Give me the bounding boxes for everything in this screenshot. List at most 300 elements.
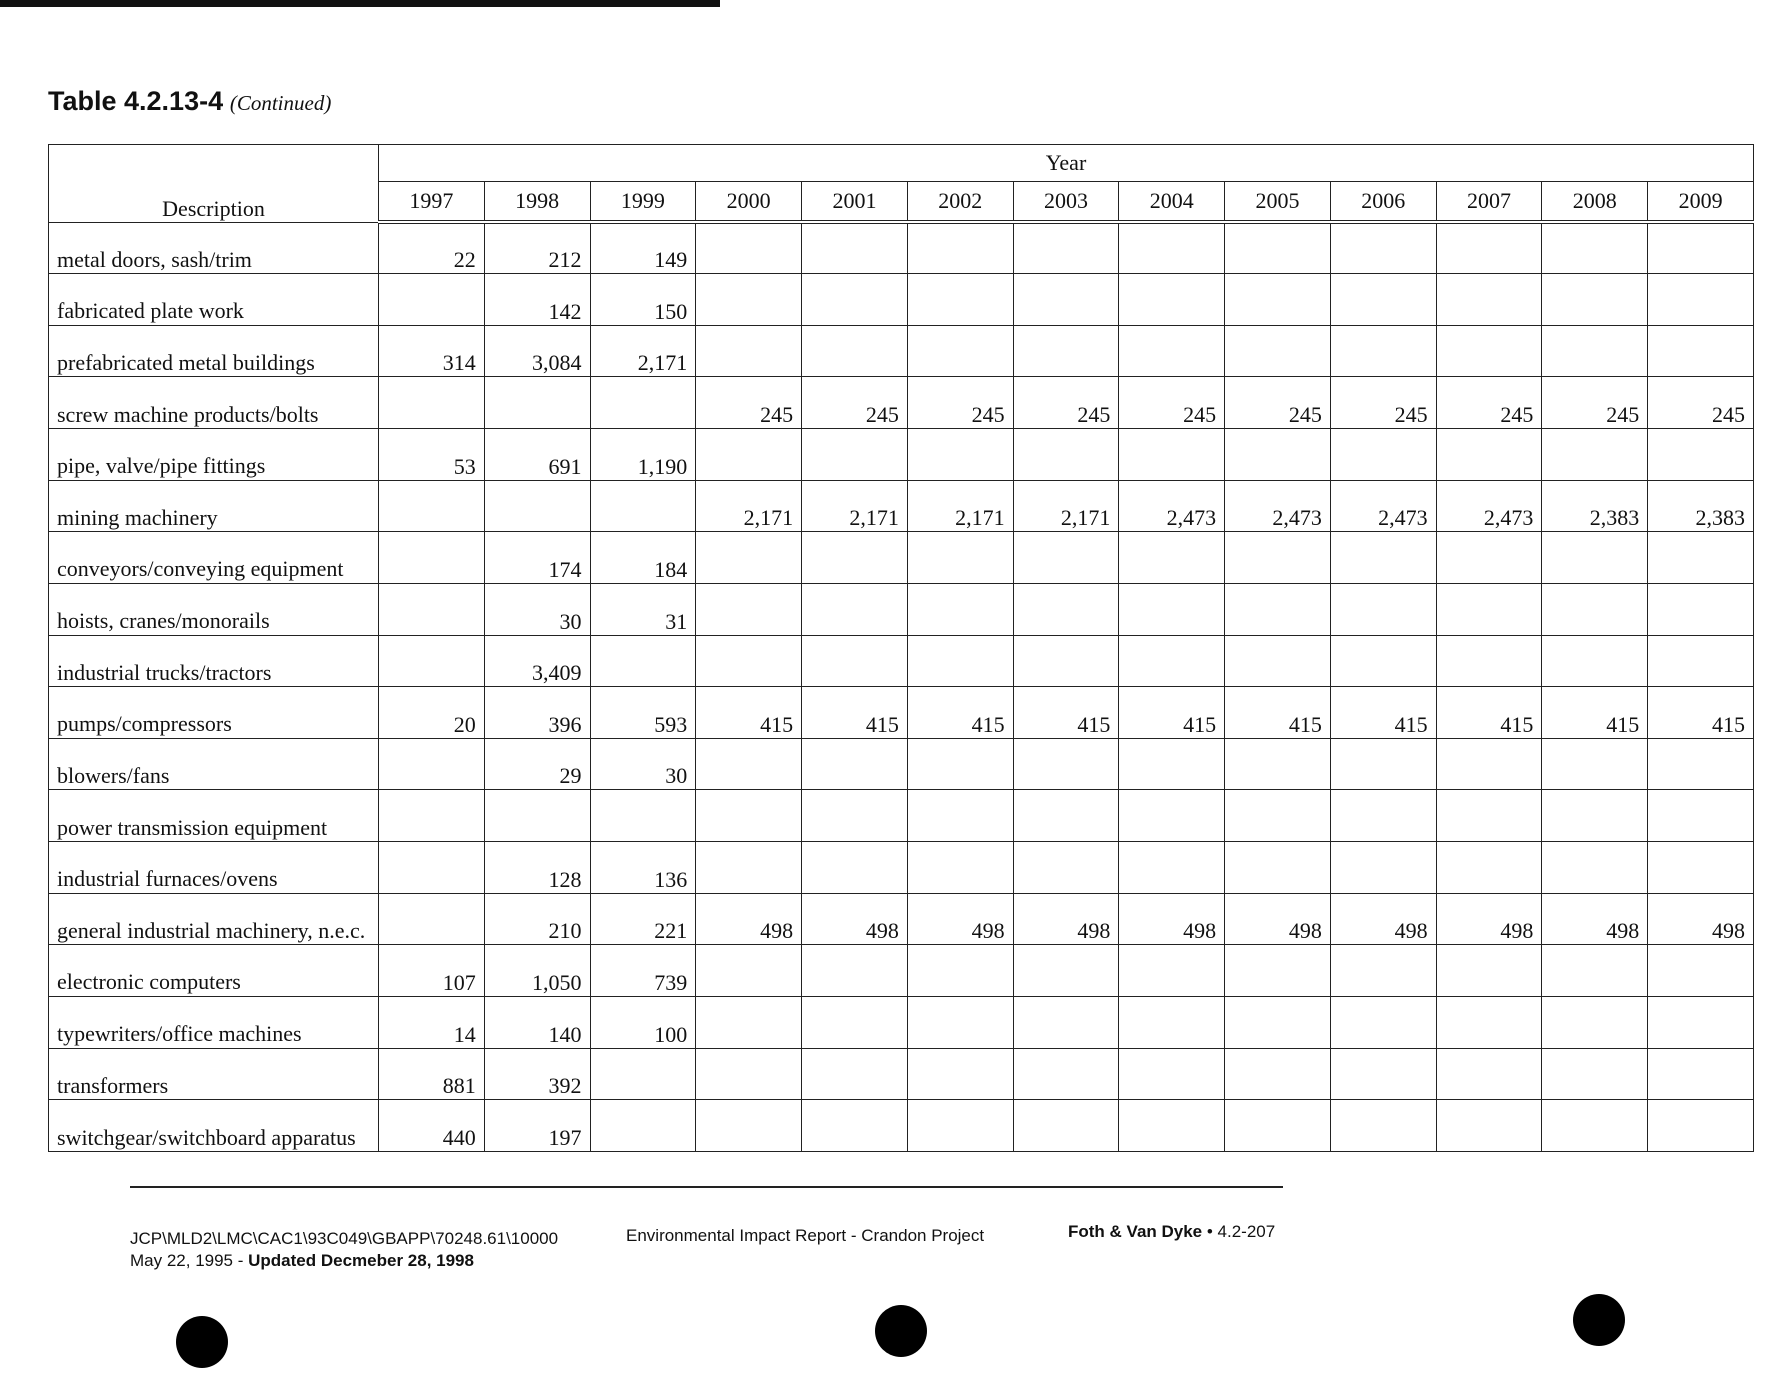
table-cell: [1119, 429, 1225, 481]
table-cell: 2,171: [590, 325, 696, 377]
year-column-header: 2004: [1119, 182, 1225, 223]
table-cell: [379, 377, 485, 429]
table-cell: 415: [696, 687, 802, 739]
table-cell: [696, 325, 802, 377]
table-cell: [802, 945, 908, 997]
table-cell: [1542, 222, 1648, 274]
year-header: Year: [379, 145, 1754, 182]
footer-company: Foth & Van Dyke: [1068, 1222, 1203, 1241]
table-cell: [1330, 790, 1436, 842]
table-row: [49, 429, 1754, 481]
table-cell: 150: [590, 274, 696, 326]
table-cell: [1013, 532, 1119, 584]
row-description: blowers/fans: [49, 738, 379, 790]
table-cell: [1330, 532, 1436, 584]
table-cell: 498: [907, 893, 1013, 945]
table-cell: [802, 996, 908, 1048]
year-column-header: 2005: [1225, 182, 1331, 223]
table-cell: [1436, 842, 1542, 894]
table-cell: 415: [802, 687, 908, 739]
row-description: pipe, valve/pipe fittings: [49, 429, 379, 481]
footer-date: [130, 1250, 558, 1272]
table-cell: [1648, 945, 1754, 997]
table-cell: 184: [590, 532, 696, 584]
table-cell: 415: [1225, 687, 1331, 739]
description-header: Description: [49, 145, 379, 223]
table-cell: [1436, 583, 1542, 635]
table-cell: [1542, 945, 1648, 997]
table-cell: 128: [484, 842, 590, 894]
table-cell: [1648, 1100, 1754, 1152]
table-cell: [696, 842, 802, 894]
table-cell: [1225, 1048, 1331, 1100]
row-description: prefabricated metal buildings: [49, 325, 379, 377]
table-cell: 881: [379, 1048, 485, 1100]
table-cell: [379, 842, 485, 894]
table-cell: 2,473: [1119, 480, 1225, 532]
table-cell: 30: [590, 738, 696, 790]
table-cell: [1225, 1100, 1331, 1152]
table-cell: [1119, 274, 1225, 326]
table-cell: [1225, 583, 1331, 635]
table-cell: 14: [379, 996, 485, 1048]
table-cell: [1119, 325, 1225, 377]
table-cell: [907, 635, 1013, 687]
table-cell: [1542, 325, 1648, 377]
table-title: [48, 86, 331, 117]
table-cell: [696, 222, 802, 274]
row-description: transformers: [49, 1048, 379, 1100]
table-cell: 498: [1542, 893, 1648, 945]
footer-company-page: [1068, 1222, 1275, 1242]
table-cell: 440: [379, 1100, 485, 1152]
table-cell: [802, 429, 908, 481]
table-cell: [1542, 532, 1648, 584]
table-row: [49, 945, 1754, 997]
table-cell: [1542, 996, 1648, 1048]
table-cell: [907, 583, 1013, 635]
table-cell: [1436, 429, 1542, 481]
row-description: pumps/compressors: [49, 687, 379, 739]
table-row: [49, 996, 1754, 1048]
table-cell: [696, 790, 802, 842]
table-cell: [1330, 274, 1436, 326]
table-cell: [1119, 945, 1225, 997]
table-cell: [1330, 1048, 1436, 1100]
table-row: [49, 532, 1754, 584]
table-cell: 245: [1119, 377, 1225, 429]
table-cell: [1330, 996, 1436, 1048]
row-description: power transmission equipment: [49, 790, 379, 842]
table-cell: [1330, 1100, 1436, 1152]
table-cell: [1225, 325, 1331, 377]
table-cell: 415: [1119, 687, 1225, 739]
year-column-header: 1998: [484, 182, 590, 223]
table-cell: [907, 325, 1013, 377]
footer-report-title: Environmental Impact Report - Crandon Project: [626, 1226, 985, 1245]
table-cell: 197: [484, 1100, 590, 1152]
year-column-header: 2009: [1648, 182, 1754, 223]
table-cell: [1648, 996, 1754, 1048]
table-cell: 1,190: [590, 429, 696, 481]
table-cell: [1013, 325, 1119, 377]
footer-page-number: 4.2-207: [1217, 1222, 1276, 1241]
table-cell: 53: [379, 429, 485, 481]
data-table: [48, 144, 1754, 1152]
table-cell: 142: [484, 274, 590, 326]
table-cell: [1436, 1048, 1542, 1100]
table-cell: [1436, 996, 1542, 1048]
table-cell: [1648, 274, 1754, 326]
row-description: electronic computers: [49, 945, 379, 997]
table-cell: [1013, 738, 1119, 790]
table-cell: [1119, 222, 1225, 274]
year-column-header: 2002: [907, 182, 1013, 223]
table-cell: [907, 790, 1013, 842]
table-cell: [379, 635, 485, 687]
table-cell: [1013, 429, 1119, 481]
table-cell: [1330, 429, 1436, 481]
table-cell: [1436, 635, 1542, 687]
table-cell: [907, 842, 1013, 894]
table-cell: [802, 790, 908, 842]
table-cell: [1225, 635, 1331, 687]
table-row: [49, 790, 1754, 842]
table-row: [49, 687, 1754, 739]
table-title-suffix: (Continued): [229, 91, 332, 115]
table-cell: 245: [1648, 377, 1754, 429]
table-cell: 498: [696, 893, 802, 945]
table-cell: 415: [1013, 687, 1119, 739]
table-cell: [1648, 429, 1754, 481]
table-cell: [1542, 274, 1648, 326]
table-cell: [907, 1048, 1013, 1100]
table-cell: [1119, 996, 1225, 1048]
table-row: [49, 1048, 1754, 1100]
table-cell: [590, 1048, 696, 1100]
table-cell: 245: [696, 377, 802, 429]
table-cell: [907, 945, 1013, 997]
table-cell: [1119, 842, 1225, 894]
table-cell: 107: [379, 945, 485, 997]
table-cell: [379, 583, 485, 635]
table-cell: [1648, 738, 1754, 790]
row-description: mining machinery: [49, 480, 379, 532]
table-cell: 2,171: [802, 480, 908, 532]
footer-left: [130, 1228, 558, 1272]
table-title-main: Table 4.2.13-4: [48, 86, 224, 116]
table-body: [49, 222, 1754, 1152]
table-cell: 100: [590, 996, 696, 1048]
table-cell: [802, 635, 908, 687]
table-cell: [1013, 1048, 1119, 1100]
table-cell: [379, 893, 485, 945]
table-cell: 245: [1542, 377, 1648, 429]
table-cell: 314: [379, 325, 485, 377]
table-cell: 20: [379, 687, 485, 739]
table-cell: [696, 274, 802, 326]
table-cell: [1436, 274, 1542, 326]
table-cell: [590, 1100, 696, 1152]
table-cell: [1542, 738, 1648, 790]
table-cell: [802, 1100, 908, 1152]
table-cell: [1119, 1100, 1225, 1152]
row-description: fabricated plate work: [49, 274, 379, 326]
table-cell: 174: [484, 532, 590, 584]
row-description: industrial trucks/tractors: [49, 635, 379, 687]
table-cell: 149: [590, 222, 696, 274]
table-cell: [379, 274, 485, 326]
table-cell: 3,409: [484, 635, 590, 687]
table-row: [49, 325, 1754, 377]
table-cell: 1,050: [484, 945, 590, 997]
table-cell: 392: [484, 1048, 590, 1100]
table-cell: 245: [1330, 377, 1436, 429]
table-cell: [1436, 532, 1542, 584]
table-cell: 221: [590, 893, 696, 945]
table-cell: [696, 635, 802, 687]
table-cell: 691: [484, 429, 590, 481]
table-cell: 415: [1330, 687, 1436, 739]
table-cell: [1648, 222, 1754, 274]
table-cell: 415: [1648, 687, 1754, 739]
table-cell: [1013, 945, 1119, 997]
table-cell: [696, 583, 802, 635]
table-cell: [1542, 842, 1648, 894]
table-cell: [1013, 222, 1119, 274]
year-column-header: 2001: [802, 182, 908, 223]
table-cell: 415: [907, 687, 1013, 739]
table-cell: [590, 635, 696, 687]
table-cell: [484, 790, 590, 842]
table-cell: 30: [484, 583, 590, 635]
footer-file-path: JCP\MLD2\LMC\CAC1\93C049\GBAPP\70248.61\10000: [130, 1229, 559, 1248]
table-cell: [1225, 222, 1331, 274]
table-cell: [1542, 429, 1648, 481]
table-cell: [696, 996, 802, 1048]
binder-hole-center: [875, 1305, 927, 1357]
table-cell: [590, 377, 696, 429]
table-cell: [1225, 532, 1331, 584]
table-cell: [1119, 635, 1225, 687]
year-column-header: 1997: [379, 182, 485, 223]
table-cell: [696, 429, 802, 481]
table-cell: [907, 532, 1013, 584]
table-cell: 2,171: [696, 480, 802, 532]
table-cell: [379, 480, 485, 532]
table-cell: 2,383: [1542, 480, 1648, 532]
table-cell: [1013, 635, 1119, 687]
table-cell: [379, 738, 485, 790]
year-column-header: 2007: [1436, 182, 1542, 223]
binder-hole-left: [176, 1316, 228, 1368]
table-cell: 140: [484, 996, 590, 1048]
table-cell: 245: [1013, 377, 1119, 429]
table-cell: [1119, 790, 1225, 842]
table-cell: [1013, 1100, 1119, 1152]
table-cell: [802, 1048, 908, 1100]
table-cell: [1225, 429, 1331, 481]
table-row: [49, 738, 1754, 790]
table-cell: [1225, 945, 1331, 997]
year-column-header: 2008: [1542, 182, 1648, 223]
table-cell: 31: [590, 583, 696, 635]
table-cell: [802, 583, 908, 635]
table-cell: [379, 790, 485, 842]
table-cell: 2,473: [1330, 480, 1436, 532]
table-cell: 3,084: [484, 325, 590, 377]
table-cell: 415: [1436, 687, 1542, 739]
table-cell: 739: [590, 945, 696, 997]
table-cell: [484, 377, 590, 429]
table-cell: [696, 532, 802, 584]
table-cell: [1648, 325, 1754, 377]
table-cell: 245: [1225, 377, 1331, 429]
row-description: typewriters/office machines: [49, 996, 379, 1048]
table-cell: [1225, 790, 1331, 842]
table-cell: [1225, 842, 1331, 894]
table-row: [49, 377, 1754, 429]
table-cell: [802, 738, 908, 790]
footer-date-original: May 22, 1995 -: [130, 1251, 249, 1271]
table-cell: [1330, 842, 1436, 894]
table-cell: [1436, 222, 1542, 274]
table-row: [49, 480, 1754, 532]
table-cell: [1542, 635, 1648, 687]
table-cell: 498: [1013, 893, 1119, 945]
year-column-header: 1999: [590, 182, 696, 223]
table-row: [49, 583, 1754, 635]
table-row: [49, 1100, 1754, 1152]
table-cell: [590, 480, 696, 532]
table-cell: [1225, 996, 1331, 1048]
table-cell: [696, 1048, 802, 1100]
table-cell: [1648, 1048, 1754, 1100]
table-cell: [1119, 532, 1225, 584]
row-description: general industrial machinery, n.e.c.: [49, 893, 379, 945]
table-cell: [1013, 842, 1119, 894]
table-cell: 2,473: [1225, 480, 1331, 532]
year-column-header: 2003: [1013, 182, 1119, 223]
table-cell: 245: [1436, 377, 1542, 429]
table-cell: [802, 325, 908, 377]
table-cell: [1119, 1048, 1225, 1100]
table-cell: 29: [484, 738, 590, 790]
table-row: [49, 842, 1754, 894]
footer-page-separator: •: [1202, 1222, 1218, 1241]
table-row: [49, 222, 1754, 274]
table-cell: [1225, 738, 1331, 790]
table-cell: [1542, 583, 1648, 635]
page-top-edge: [0, 0, 720, 7]
table-cell: [696, 1100, 802, 1152]
table-cell: [1330, 583, 1436, 635]
table-row: [49, 274, 1754, 326]
table-cell: 2,171: [1013, 480, 1119, 532]
table-cell: [1013, 996, 1119, 1048]
table-cell: [802, 222, 908, 274]
table-cell: 2,473: [1436, 480, 1542, 532]
table-cell: 136: [590, 842, 696, 894]
binder-hole-right: [1573, 1294, 1625, 1346]
table-cell: [1013, 583, 1119, 635]
table-cell: [1436, 790, 1542, 842]
table-cell: [907, 222, 1013, 274]
table-cell: [696, 738, 802, 790]
table-cell: [1648, 790, 1754, 842]
row-description: switchgear/switchboard apparatus: [49, 1100, 379, 1152]
table-cell: [1648, 842, 1754, 894]
table-cell: 498: [1330, 893, 1436, 945]
table-cell: [1542, 1048, 1648, 1100]
table-cell: 22: [379, 222, 485, 274]
table-cell: 498: [1225, 893, 1331, 945]
footer-date-updated: Updated Decmeber 28, 1998: [248, 1251, 474, 1271]
table-cell: [1436, 1100, 1542, 1152]
row-description: industrial furnaces/ovens: [49, 842, 379, 894]
table-cell: [1542, 790, 1648, 842]
table-cell: 415: [1542, 687, 1648, 739]
row-description: conveyors/conveying equipment: [49, 532, 379, 584]
table-cell: [1330, 222, 1436, 274]
table-cell: [1648, 532, 1754, 584]
row-description: metal doors, sash/trim: [49, 222, 379, 274]
table-cell: [696, 945, 802, 997]
table-cell: [1436, 945, 1542, 997]
table-cell: [802, 274, 908, 326]
table-cell: [1330, 325, 1436, 377]
table-cell: [1436, 738, 1542, 790]
table-cell: 245: [907, 377, 1013, 429]
table-cell: [1119, 583, 1225, 635]
table-cell: [907, 1100, 1013, 1152]
table-cell: 212: [484, 222, 590, 274]
table-cell: 498: [1119, 893, 1225, 945]
table-cell: [1648, 583, 1754, 635]
footer-rule: [130, 1186, 1283, 1188]
table-cell: 498: [802, 893, 908, 945]
table-cell: 2,171: [907, 480, 1013, 532]
table-cell: [590, 790, 696, 842]
table-cell: [484, 480, 590, 532]
table-cell: [907, 274, 1013, 326]
table-cell: [1330, 945, 1436, 997]
table-cell: 498: [1648, 893, 1754, 945]
table-cell: 498: [1436, 893, 1542, 945]
table-cell: [379, 532, 485, 584]
table-cell: [907, 738, 1013, 790]
year-column-header: 2006: [1330, 182, 1436, 223]
table-cell: [1436, 325, 1542, 377]
table-cell: [907, 996, 1013, 1048]
table-cell: [1225, 274, 1331, 326]
table-cell: [802, 842, 908, 894]
table-cell: [802, 532, 908, 584]
row-description: screw machine products/bolts: [49, 377, 379, 429]
row-description: hoists, cranes/monorails: [49, 583, 379, 635]
table-cell: 245: [802, 377, 908, 429]
table-cell: [907, 429, 1013, 481]
table-cell: 396: [484, 687, 590, 739]
table-cell: [1119, 738, 1225, 790]
table-cell: [1648, 635, 1754, 687]
table-row: [49, 635, 1754, 687]
table-cell: 593: [590, 687, 696, 739]
table-cell: [1330, 738, 1436, 790]
table-cell: [1013, 274, 1119, 326]
table-row: [49, 893, 1754, 945]
table-cell: 2,383: [1648, 480, 1754, 532]
